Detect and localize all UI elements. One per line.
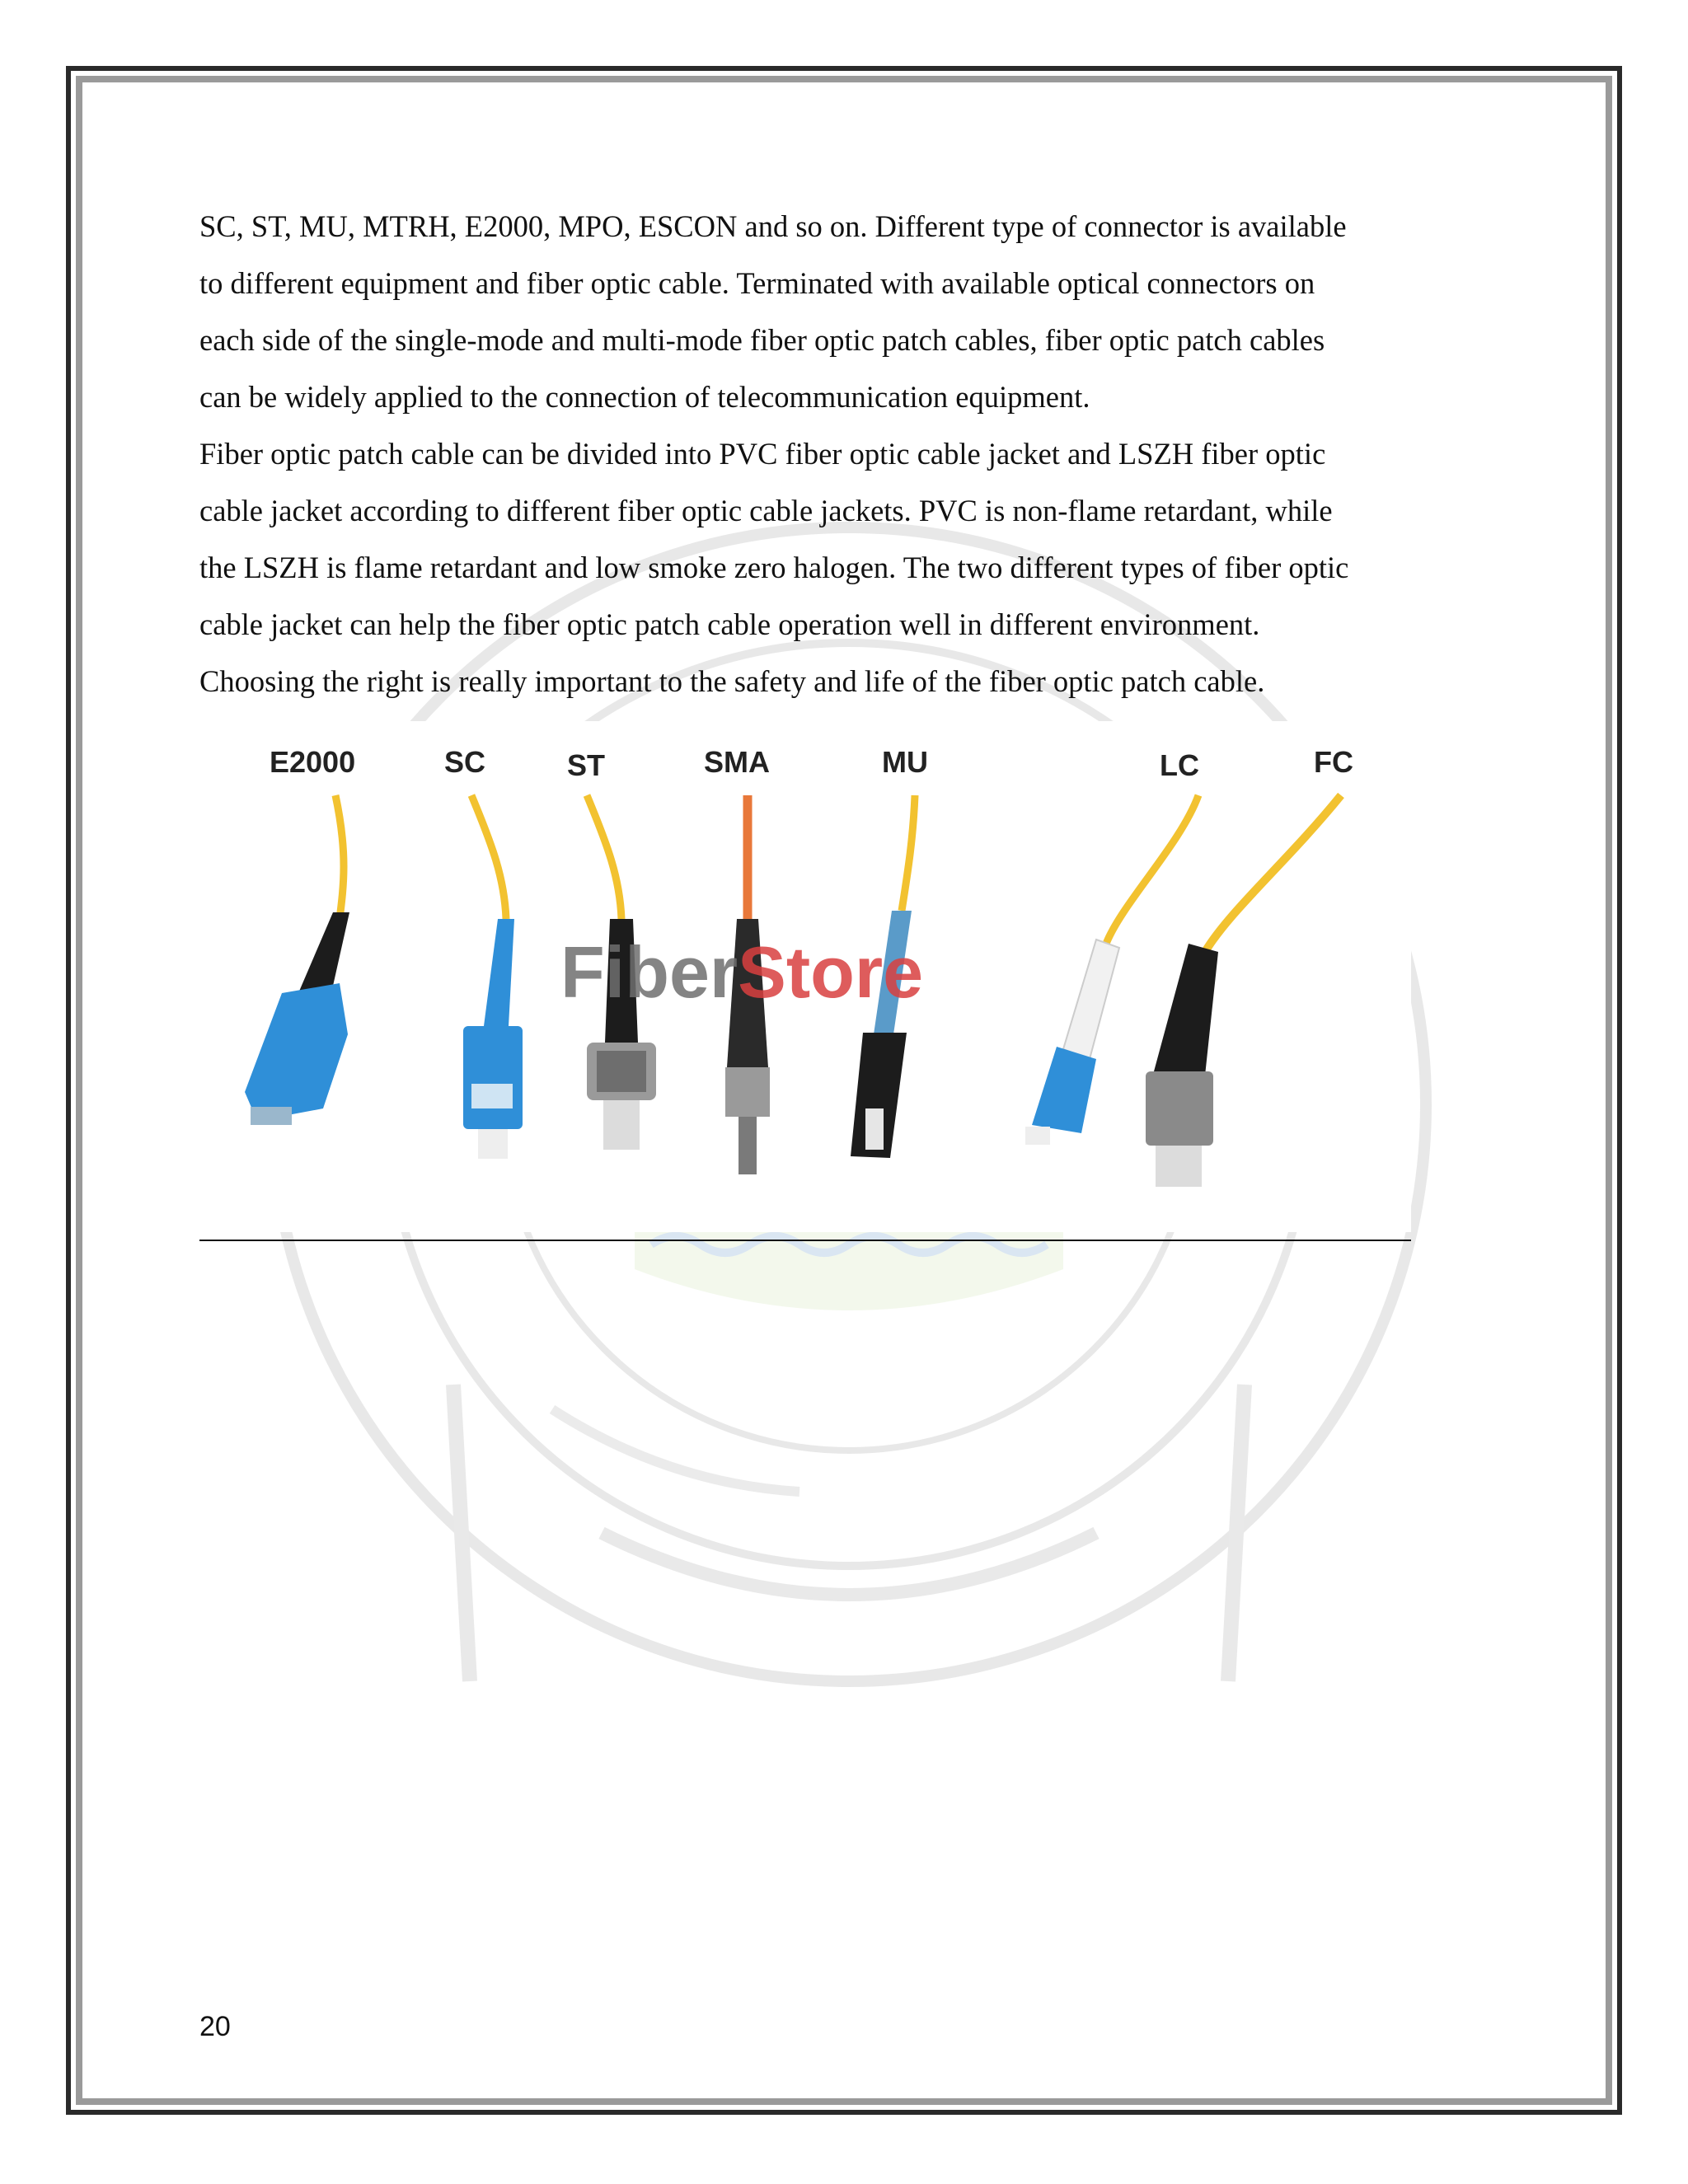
connector-label-sc: SC xyxy=(444,745,486,779)
text-line: Fiber optic patch cable can be divided into PVC fiber optic cable jacket and LSZH fiber optic xyxy=(199,437,1326,471)
text-line: Choosing the right is really important to the safety and life of the fiber optic patch cable. xyxy=(199,664,1265,698)
paragraph-jackets xyxy=(199,425,1493,710)
text-line: cable jacket according to different fiber optic cable jackets. PVC is non-flame retardant, while xyxy=(199,494,1333,527)
text-line: cable jacket can help the fiber optic patch cable operation well in different environment. xyxy=(199,607,1260,641)
text-line: the LSZH is flame retardant and low smoke zero halogen. The two different types of fiber optic xyxy=(199,551,1349,584)
text-line: can be widely applied to the connection of telecommunication equipment. xyxy=(199,380,1090,414)
paragraph-connectors xyxy=(199,198,1493,425)
connector-label-lc: LC xyxy=(1160,748,1199,782)
text-line: to different equipment and fiber optic cable. Terminated with available optical connectors on xyxy=(199,266,1315,300)
fiberstore-watermark xyxy=(560,931,923,1013)
connector-label-sma: SMA xyxy=(704,745,770,779)
fiber-connectors-figure xyxy=(199,721,1411,1232)
connector-label-st: ST xyxy=(567,748,606,782)
connector-label-e2000: E2000 xyxy=(270,745,356,779)
svg-text:FiberStore: FiberStore xyxy=(560,931,924,1013)
text-line: each side of the single-mode and multi-mode fiber optic patch cables, fiber optic patch cables xyxy=(199,323,1325,357)
connector-label-mu: MU xyxy=(882,745,928,779)
figure-bottom-rule xyxy=(199,1240,1411,1241)
text-line: SC, ST, MU, MTRH, E2000, MPO, ESCON and so on. Different type of connector is available xyxy=(199,209,1347,243)
connector-label-fc: FC xyxy=(1314,745,1353,779)
page-number: 20 xyxy=(199,2011,231,2042)
body-text xyxy=(199,198,1493,710)
